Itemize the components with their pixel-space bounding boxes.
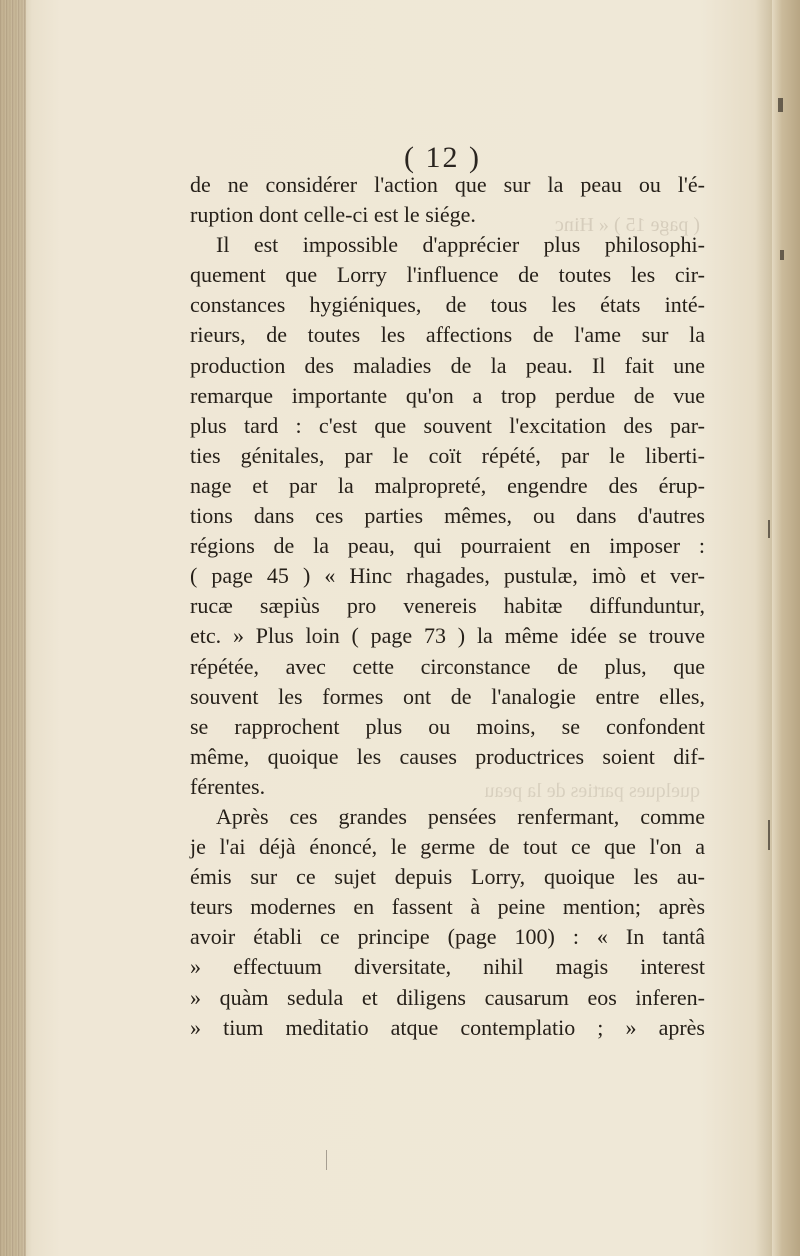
text-line: férentes.	[190, 773, 266, 799]
page-number: ( 12 )	[404, 141, 481, 174]
text-line: » effectuum diversitate, nihil magis interest	[190, 954, 705, 980]
text-line: je l'ai déjà énoncé, le germe de tout ce que l'on a	[190, 834, 705, 860]
text-line: production des maladies de la peau. Il fait une	[190, 352, 705, 378]
text-line: Il est impossible d'apprécier plus philosophi-	[216, 232, 705, 258]
body-text	[190, 170, 705, 1043]
text-line: rucæ sæpiùs pro venereis habitæ diffunduntur,	[190, 593, 705, 619]
text-line: même, quoique les causes productrices soient dif-	[190, 743, 705, 769]
text-line: tions dans ces parties mêmes, ou dans d'autres	[190, 503, 705, 529]
margin-mark	[778, 98, 783, 112]
show-through-text: quelques parties de la peau	[484, 780, 700, 802]
text-line: ( page 45 ) « Hinc rhagades, pustulæ, imò et ver-	[190, 563, 705, 589]
text-line: de ne considérer l'action que sur la peau ou l'é-	[190, 172, 705, 197]
text-line: remarque importante qu'on a trop perdue de vue	[190, 382, 705, 408]
page-fore-edge	[772, 0, 800, 1256]
text-line: nage et par la malpropreté, engendre des érup-	[190, 472, 705, 498]
margin-mark	[780, 250, 784, 260]
margin-mark	[768, 520, 770, 538]
text-line: teurs modernes en fassent à peine mention; après	[190, 894, 705, 920]
text-line: souvent les formes ont de l'analogie entre elles,	[190, 683, 705, 709]
text-line: » quàm sedula et diligens causarum eos inferen-	[190, 984, 705, 1010]
text-line: rieurs, de toutes les affections de l'ame sur la	[190, 322, 705, 348]
text-line: émis sur ce sujet depuis Lorry, quoique les au-	[190, 864, 705, 890]
text-line: régions de la peau, qui pourraient en imposer :	[190, 533, 705, 559]
text-line: ties génitales, par le coït répété, par le liberti-	[190, 442, 705, 468]
binding-edge	[0, 0, 26, 1256]
text-line: avoir établi ce principe (page 100) : « In tantâ	[190, 924, 705, 950]
text-line: » tium meditatio atque contemplatio ; » après	[190, 1014, 705, 1040]
show-through-text: ( page 15 ) « Hinc	[555, 214, 700, 236]
margin-mark	[326, 1150, 327, 1170]
text-line: etc. » Plus loin ( page 73 ) la même idée se trouve	[190, 623, 705, 649]
text-line: quement que Lorry l'influence de toutes les cir-	[190, 262, 705, 288]
margin-mark	[768, 820, 770, 850]
text-line: répétée, avec cette circonstance de plus, que	[190, 653, 705, 679]
text-line: se rapprochent plus ou moins, se confondent	[190, 713, 705, 739]
text-line: ruption dont celle-ci est le siége.	[190, 202, 476, 228]
text-line: Après ces grandes pensées renfermant, comme	[216, 803, 705, 829]
text-line: constances hygiéniques, de tous les états inté-	[190, 292, 705, 318]
text-line: plus tard : c'est que souvent l'excitation des par-	[190, 412, 705, 438]
